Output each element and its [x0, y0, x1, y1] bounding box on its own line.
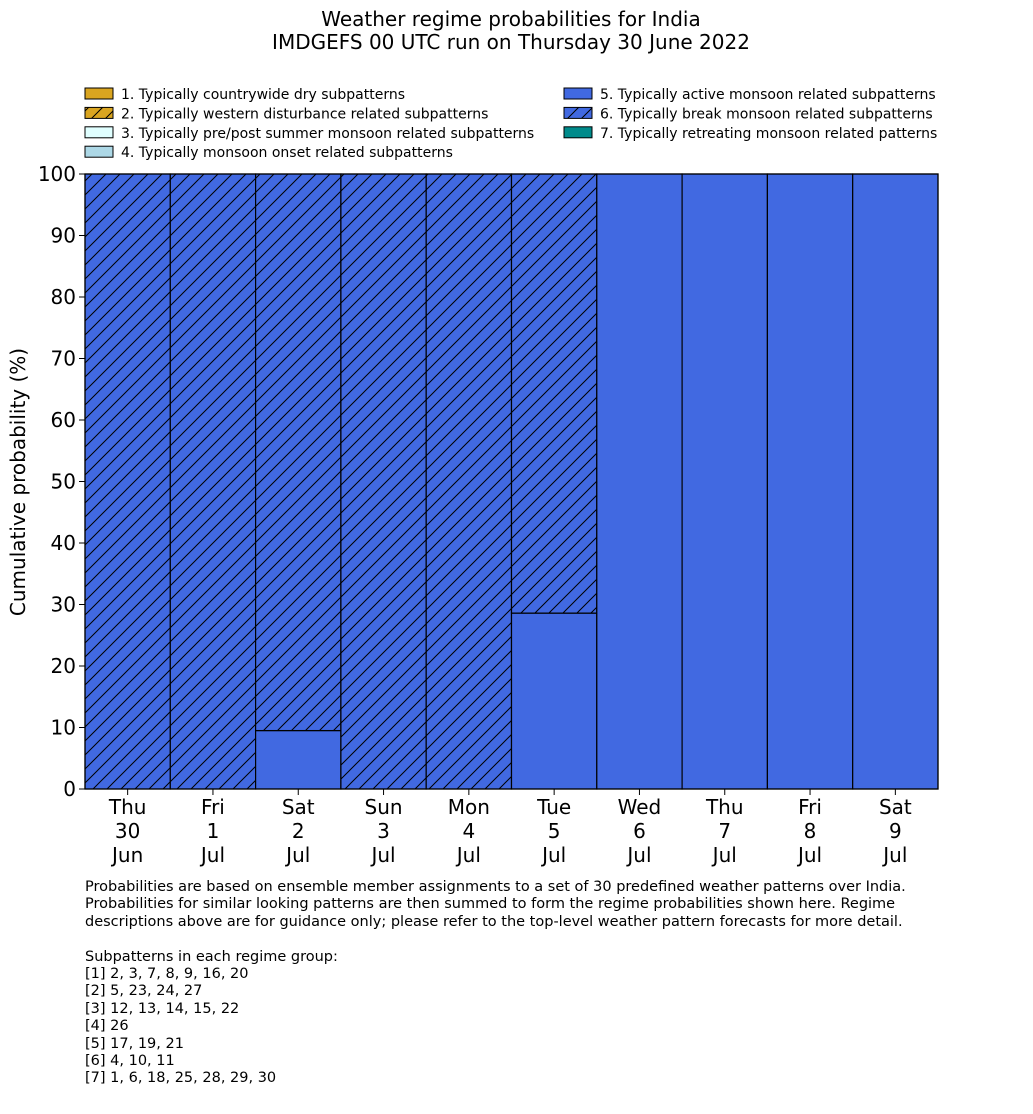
x-tick-label: Fri 1 Jul — [200, 795, 226, 867]
legend — [85, 87, 937, 161]
footnotes — [85, 879, 1015, 1088]
x-axis — [108, 789, 912, 867]
group-line: [7] 1, 6, 18, 25, 28, 29, 30 — [85, 1070, 277, 1087]
y-tick-label: 50 — [50, 469, 76, 494]
x-tick-label: Mon 4 Jul — [447, 795, 490, 867]
bar-hatch-typically-break-monsoon-related-subpatterns — [256, 174, 341, 731]
y-tick-label: 100 — [37, 162, 76, 186]
x-tick-label: Wed 6 Jul — [617, 795, 662, 867]
legend-label: 4. Typically monsoon onset related subpatterns — [121, 145, 453, 162]
legend-label: 6. Typically break monsoon related subpatterns — [600, 106, 933, 123]
legend-entry-typically-active-monsoon-related-subpatterns — [564, 87, 936, 103]
bar-hatch-typically-break-monsoon-related-subpatterns — [512, 174, 597, 613]
x-tick-label: Thu 7 Jul — [705, 795, 744, 867]
bar-segment-typically-active-monsoon-related-subpatterns — [682, 174, 767, 789]
legend-label: 1. Typically countrywide dry subpatterns — [121, 87, 406, 103]
x-tick-label: Fri 8 Jul — [797, 795, 823, 867]
bar-segment-typically-active-monsoon-related-subpatterns — [256, 731, 341, 789]
bar-hatch-typically-break-monsoon-related-subpatterns — [170, 174, 255, 789]
legend-entry-typically-pre-post-summer-monsoon-related-subpatterns — [85, 126, 534, 142]
bar-hatch-typically-break-monsoon-related-subpatterns — [85, 174, 170, 789]
y-tick-label: 60 — [50, 408, 76, 432]
bar-segment-typically-active-monsoon-related-subpatterns — [853, 174, 938, 789]
legend-entry-typically-countrywide-dry-subpatterns — [85, 87, 405, 103]
chart-title-line-1: Weather regime probabilities for India — [321, 7, 701, 31]
y-tick-label: 80 — [50, 285, 76, 309]
legend-swatch — [85, 88, 113, 99]
legend-swatch-hatch — [564, 107, 592, 118]
x-tick-label: Tue 5 Jul — [537, 795, 572, 867]
group-line: [5] 17, 19, 21 — [85, 1035, 184, 1052]
group-line: [1] 2, 3, 7, 8, 9, 16, 20 — [85, 966, 249, 983]
legend-entry-typically-western-disturbance-related-subpatterns — [85, 106, 488, 122]
legend-label: 3. Typically pre/post summer monsoon related subpatterns — [121, 125, 535, 142]
bar-segment-typically-active-monsoon-related-subpatterns — [512, 613, 597, 789]
y-tick-label: 90 — [50, 223, 76, 248]
group-line: [6] 4, 10, 11 — [85, 1053, 175, 1070]
note-line: Probabilities for similar looking patterns are then summed to form the regime probabilities shown here. Regime — [85, 896, 896, 913]
legend-entry-typically-monsoon-onset-related-subpatterns — [85, 145, 453, 161]
legend-label: 2. Typically western disturbance related subpatterns — [121, 106, 489, 123]
legend-label: 5. Typically active monsoon related subpatterns — [600, 87, 936, 103]
x-tick-label: Sat 9 Jul — [878, 795, 912, 867]
legend-swatch — [564, 127, 592, 138]
legend-swatch — [564, 88, 592, 99]
chart-title-line-2: IMDGEFS 00 UTC run on Thursday 30 June 2022 — [272, 30, 750, 54]
y-tick-label: 20 — [50, 654, 76, 678]
note-line: Probabilities are based on ensemble member assignments to a set of 30 predefined weather patterns over India. — [85, 879, 906, 895]
y-axis — [38, 162, 85, 801]
chart-title — [272, 7, 750, 54]
group-line: [3] 12, 13, 14, 15, 22 — [85, 1000, 240, 1017]
x-tick-label: Thu 30 Jun — [108, 795, 147, 867]
y-tick-label: 10 — [50, 715, 76, 740]
y-tick-label: 0 — [63, 777, 76, 801]
legend-label: 7. Typically retreating monsoon related patterns — [600, 125, 938, 142]
group-line: [2] 5, 23, 24, 27 — [85, 983, 203, 1000]
legend-swatch — [85, 127, 113, 138]
legend-swatch-hatch — [85, 107, 113, 118]
legend-entry-typically-break-monsoon-related-subpatterns — [564, 106, 933, 122]
bar-segment-typically-active-monsoon-related-subpatterns — [767, 174, 852, 789]
y-axis-label: Cumulative probability (%) — [6, 347, 30, 617]
legend-swatch — [85, 146, 113, 157]
note-line: descriptions above are for guidance only; please refer to the top-level weather pattern forecasts for more detail. — [85, 913, 903, 930]
y-tick-label: 40 — [50, 531, 76, 555]
groups-heading: Subpatterns in each regime group: — [85, 948, 338, 965]
bar-hatch-typically-break-monsoon-related-subpatterns — [426, 174, 511, 789]
bars — [85, 174, 938, 789]
x-tick-label: Sun 3 Jul — [364, 795, 403, 867]
group-line: [4] 26 — [85, 1018, 129, 1035]
y-tick-label: 30 — [50, 592, 76, 617]
bar-hatch-typically-break-monsoon-related-subpatterns — [341, 174, 426, 789]
y-tick-label: 70 — [50, 346, 76, 371]
bar-segment-typically-active-monsoon-related-subpatterns — [597, 174, 682, 789]
legend-entry-typically-retreating-monsoon-related-patterns — [564, 126, 937, 142]
x-tick-label: Sat 2 Jul — [281, 795, 315, 867]
